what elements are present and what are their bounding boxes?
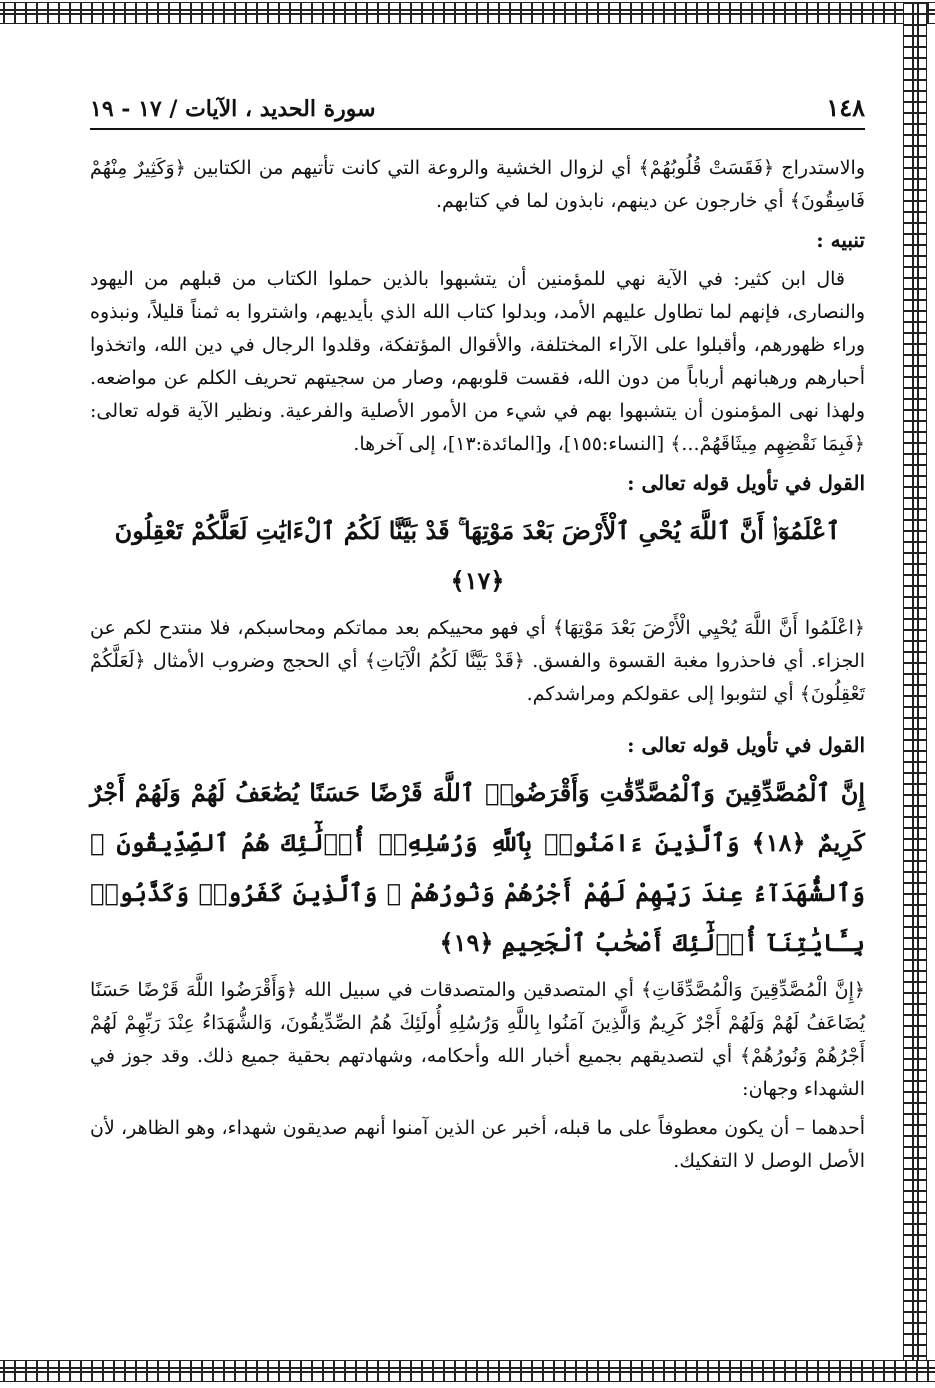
decorative-border-bottom xyxy=(0,1360,935,1382)
paragraph-commentary-1: والاستدراج ﴿فَقَسَتْ قُلُوبُهُمْ﴾ أي لزوال الخشية والروعة التي كانت تأتيهم من الكتابين ﴿وَكَثِيرٌ مِنْهُمْ فَاسِقُونَ﴾ أي خارجون عن دينهم، نابذون لما في كتابهم. xyxy=(90,157,865,212)
heading-tanbih: تنبيه : xyxy=(816,228,865,252)
book-page xyxy=(60,60,865,1340)
paragraph-commentary-18: ﴿إِنَّ الْمُصَّدِّقِينَ وَالْمُصَّدِّقَاتِ﴾ أي المتصدقين والمتصدقات في سبيل الله ﴿وَأَقْرَضُوا اللَّهَ قَرْضًا حَسَنًا يُضَاعَفُ لَهُمْ وَلَهُمْ أَجْرٌ كَرِيمٌ وَالَّذِينَ آمَنُوا بِاللَّهِ وَرُسُلِهِ أُولَئِكَ هُمُ الصِّدِّيقُونَ، وَالشُّهَدَاءُ عِنْدَ رَبِّهِمْ لَهُمْ أَجْرُهُمْ وَنُورُهُمْ﴾ أي لتصديقهم بجميع أخبار الله وأحكامه، وشهادتهم بحقية جميع ذلك. وقد جوز في الشهداء وجهان: xyxy=(90,979,865,1100)
page-number: ١٤٨ xyxy=(826,93,865,122)
heading-tawil-2: القول في تأويل قوله تعالى : xyxy=(627,733,865,757)
paragraph-ibn-kathir: قال ابن كثير: في الآية نهي للمؤمنين أن يتشبهوا بالذين حملوا الكتاب من قبلهم من اليهود والنصارى، فإنهم لما تطاول عليهم الأمد، وبدلوا كتاب الله الذي بأيديهم، واشتروا به ثمناً قليلاً، ونبذوه وراء ظهورهم، وأقبلوا على الآراء المختلفة، والأقوال المؤتفكة، وقلدوا الرجال في دين الله، واتخذوا أحبارهم ورهبانهم أرباباً من دون الله، فقست قلوبهم، وصار من سجيتهم تحريف الكلم عن مواضعه. ولهذا نهى المؤمنون أن يتشبهوا بهم في شيء من الأمور الأصلية والفرعية. ونظير الآية قوله تعالى: ﴿فَبِمَا نَقْضِهِم مِيثَاقَهُمْ...﴾ [النساء:١٥٥]، و[المائدة:١٣]، إلى آخرها. xyxy=(90,268,865,455)
paragraph-commentary-19: أحدهما – أن يكون معطوفاً على ما قبله، أخبر عن الذين آمنوا أنهم صديقون شهداء، وهو الظاهر، لأن الأصل الوصل لا التفكيك. xyxy=(90,1117,865,1172)
decorative-border-top xyxy=(0,2,935,24)
quran-verse-18-19: إِنَّ ٱلْمُصَّدِّقِينَ وَٱلْمُصَّدِّقَٰتِ وَأَقْرَضُوا۟ ٱللَّهَ قَرْضًا حَسَنًا يُضَٰعَفُ لَهُمْ وَلَهُمْ أَجْرٌ كَرِيمٌ ﴿١٨﴾ وَٱلَّذِينَ ءَامَنُوا۟ بِٱللَّهِ وَرُسُلِهِۦٓ أُو۟لَٰٓئِكَ هُمُ ٱلصِّدِّيقُونَ ۖ وَٱلشُّهَدَآءُ عِندَ رَبِّهِمْ لَهُمْ أَجْرُهُمْ وَنُورُهُمْ ۖ وَٱلَّذِينَ كَفَرُوا۟ وَكَذَّبُوا۟ بِـَٔايَٰتِنَآ أُو۟لَٰٓئِكَ أَصْحَٰبُ ٱلْجَحِيمِ ﴿١٩﴾ xyxy=(90,778,865,957)
quran-verse-17: ٱعْلَمُوٓا۟ أَنَّ ٱللَّهَ يُحْىِ ٱلْأَرْضَ بَعْدَ مَوْتِهَا ۚ قَدْ بَيَّنَّا لَكُمُ ٱلْءَايَٰتِ لَعَلَّكُمْ تَعْقِلُونَ ﴿١٧﴾ xyxy=(114,516,841,595)
decorative-border-right xyxy=(903,2,927,1382)
page-header xyxy=(90,82,865,130)
paragraph-commentary-17: ﴿اعْلَمُوا أَنَّ اللَّهَ يُحْيِي الْأَرْضَ بَعْدَ مَوْتِهَا﴾ أي فهو محييكم بعد مماتكم ومحاسبكم، فلا منتدح لكم عن الجزاء. أي فاحذروا مغبة القسوة والفسق. ﴿قَدْ بَيَّنَّا لَكُمُ الْآيَاتِ﴾ أي الحجج وضروب الأمثال ﴿لَعَلَّكُمْ تَعْقِلُونَ﴾ أي لتثوبوا إلى عقولكم ومراشدكم. xyxy=(90,617,865,705)
heading-tawil-1: القول في تأويل قوله تعالى : xyxy=(627,471,865,495)
page-title: سورة الحديد ، الآيات / ١٧ - ١٩ xyxy=(90,96,376,122)
page-body xyxy=(90,152,865,1184)
